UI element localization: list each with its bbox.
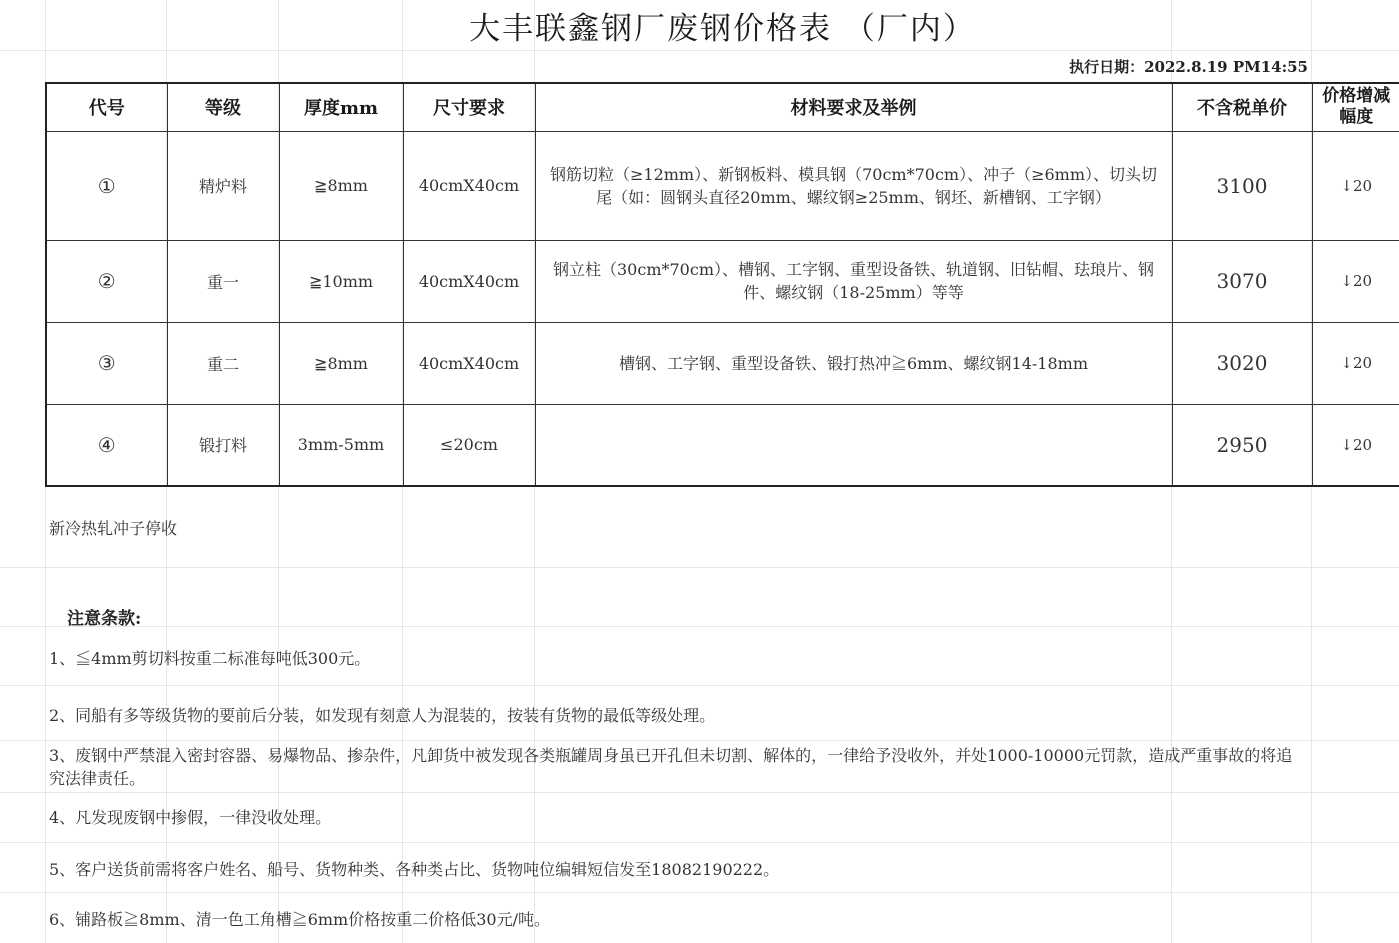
term-item: 6、铺路板≧8mm、清一色工角槽≧6mm价格按重二价格低30元/吨。 <box>49 910 550 929</box>
row-price: 3070 <box>1172 240 1312 322</box>
row-size: 40cmX40cm <box>403 240 535 322</box>
header-material: 材料要求及举例 <box>535 83 1172 131</box>
header-thickness: 厚度mm <box>279 83 403 131</box>
notice-text: 新冷热轧冲子停收 <box>49 519 178 538</box>
row-size: 40cmX40cm <box>403 131 535 240</box>
row-thickness: 3mm-5mm <box>279 404 403 486</box>
row-thickness: ≧10mm <box>279 240 403 322</box>
terms-heading: 注意条款: <box>67 609 142 629</box>
header-price: 不含税单价 <box>1172 83 1312 131</box>
term-item: 4、凡发现废钢中掺假，一律没收处理。 <box>49 808 332 827</box>
row-price: 3020 <box>1172 322 1312 404</box>
header-code: 代号 <box>46 83 167 131</box>
table-header-row <box>46 83 1399 131</box>
row-change: ↓20 <box>1312 322 1399 404</box>
term-item: 3、废钢中严禁混入密封容器、易爆物品、掺杂件，凡卸货中被发现各类瓶罐周身虽已开孔但未切割、解体的，一律给予没收外，并处1000-10000元罚款，造成严重事故的将追究法律责任。 <box>49 746 1293 788</box>
row-material: 钢立柱（30cm*70cm）、槽钢、工字钢、重型设备铁、轨道钢、旧钻帽、珐琅片、钢件、螺纹钢（18-25mm）等等 <box>535 240 1172 322</box>
table-row <box>46 131 1399 240</box>
row-change: ↓20 <box>1312 404 1399 486</box>
row-grade: 精炉料 <box>167 131 279 240</box>
row-change: ↓20 <box>1312 240 1399 322</box>
table-row <box>46 322 1399 404</box>
row-code: ④ <box>46 404 167 486</box>
row-price: 2950 <box>1172 404 1312 486</box>
row-thickness: ≧8mm <box>279 131 403 240</box>
row-size: 40cmX40cm <box>403 322 535 404</box>
table-row <box>46 240 1399 322</box>
row-code: ① <box>46 131 167 240</box>
row-grade: 重二 <box>167 322 279 404</box>
price-table <box>45 82 1399 487</box>
header-change: 价格增减幅度 <box>1312 83 1399 131</box>
row-grade: 锻打料 <box>167 404 279 486</box>
row-material: 钢筋切粒（≥12mm）、新钢板料、模具钢（70cm*70cm）、冲子（≥6mm）、切头切尾（如：圆钢头直径20mm、螺纹钢≥25mm、钢坯、新槽钢、工字钢） <box>535 131 1172 240</box>
row-price: 3100 <box>1172 131 1312 240</box>
row-material <box>535 404 1172 486</box>
term-item: 1、≦4mm剪切料按重二标准每吨低300元。 <box>49 649 371 668</box>
page-title: 大丰联鑫钢厂废钢价格表 （厂内） <box>469 10 976 47</box>
row-code: ② <box>46 240 167 322</box>
row-grade: 重一 <box>167 240 279 322</box>
row-thickness: ≧8mm <box>279 322 403 404</box>
term-item: 2、同船有多等级货物的要前后分装，如发现有刻意人为混装的，按装有货物的最低等级处理。 <box>49 706 716 725</box>
table-row <box>46 404 1399 486</box>
execution-date: 执行日期：2022.8.19 PM14:55 <box>1069 58 1308 76</box>
row-size: ≤20cm <box>403 404 535 486</box>
row-code: ③ <box>46 322 167 404</box>
row-change: ↓20 <box>1312 131 1399 240</box>
header-grade: 等级 <box>167 83 279 131</box>
term-item: 5、客户送货前需将客户姓名、船号、货物种类、各种类占比、货物吨位编辑短信发至18082190222。 <box>49 860 780 879</box>
header-size: 尺寸要求 <box>403 83 535 131</box>
row-material: 槽钢、工字钢、重型设备铁、锻打热冲≧6mm、螺纹钢14-18mm <box>535 322 1172 404</box>
